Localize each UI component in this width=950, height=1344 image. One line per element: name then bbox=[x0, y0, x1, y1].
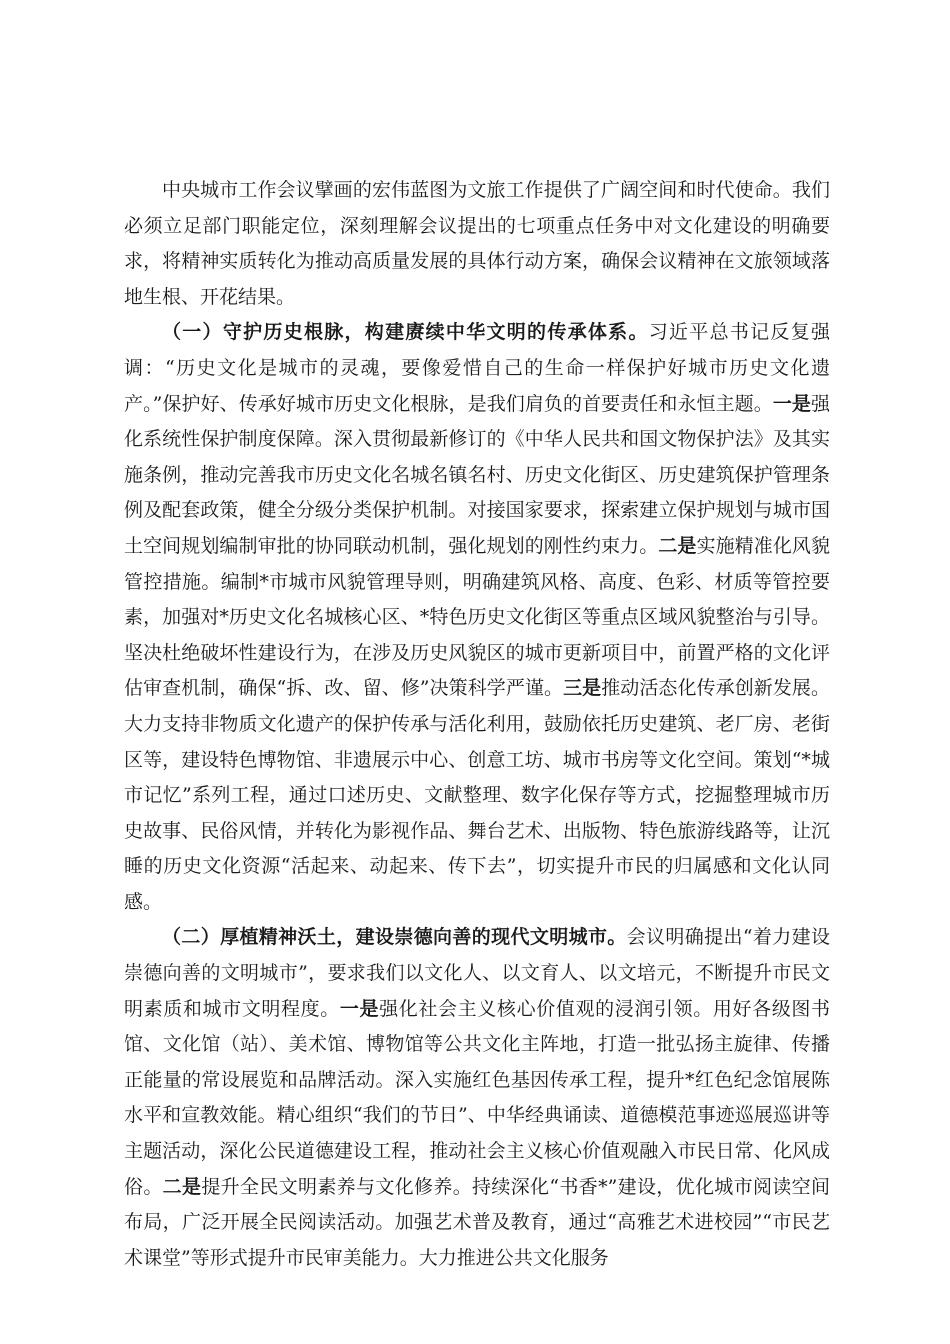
section-1-lead: 习近平总书记反复强调：“历史文化是城市的灵魂，要像爱惜自己的生命一样保护好城市历史文化遗产。”保护好、传承好城市历史文化根脉，是我们肩负的首要责任和永恒主题。 bbox=[124, 321, 830, 415]
paragraph-section-2 bbox=[124, 920, 830, 1276]
intro-text: 中央城市工作会议擘画的宏伟蓝图为文旅工作提供了广阔空间和时代使命。我们必须立足部门职能定位，深刻理解会议提出的七项重点任务中对文化建设的明确要求，将精神实质转化为推动高质量发展的具体行动方案，确保会议精神在文旅领域落地生根、开花结果。 bbox=[124, 179, 830, 308]
section-1-point-2-marker: 二是 bbox=[658, 534, 697, 557]
section-2-point-2-text: 提升全民文明素养与文化修养。持续深化“书香*”建设，优化城市阅读空间布局，广泛开展全民阅读活动。加强艺术普及教育，通过“高雅艺术进校园”“市民艺术课堂”等形式提升市民审美能力。大力推进公共文化服务 bbox=[124, 1175, 830, 1269]
section-1-point-1-marker: 一是 bbox=[772, 392, 811, 415]
section-1-point-3-text: 推动活态化传承创新发展。大力支持非物质文化遗产的保护传承与活化利用，鼓励依托历史建筑、老厂房、老街区等，建设特色博物馆、非遗展示中心、创意工坊、城市书房等文化空间。策划“*城市记忆”系列工程，通过口述历史、文献整理、数字化保存等方式，挖掘整理城市历史故事、民俗风情，并转化为影视作品、舞台艺术、出版物、特色旅游线路等，让沉睡的历史文化资源“活起来、动起来、传下去”，切实提升市民的归属感和文化认同感。 bbox=[124, 677, 830, 913]
paragraph-intro bbox=[124, 173, 830, 315]
paragraph-section-1 bbox=[124, 315, 830, 920]
document-body bbox=[124, 173, 830, 1276]
section-2-lead: 会议明确提出“着力建设崇德向善的文明城市”，要求我们以文化人、以文育人、以文培元，不断提升市民文明素质和城市文明程度。 bbox=[124, 926, 830, 1020]
section-1-point-1-text: 强化系统性保护制度保障。深入贯彻最新修订的《中华人民共和国文物保护法》及其实施条例，推动完善我市历史文化名城名镇名村、历史文化街区、历史建筑保护管理条例及配套政策，健全分级分类保护机制。对接国家要求，探索建立保护规划与城市国土空间规划编制审批的协同联动机制，强化规划的刚性约束力。 bbox=[124, 392, 830, 557]
section-2-heading: （二）厚植精神沃土，建设崇德向善的现代文明城市。 bbox=[162, 926, 627, 949]
section-2-point-2-marker: 二是 bbox=[162, 1175, 202, 1198]
section-1-point-2-text: 实施精准化风貌管控措施。编制*市城市风貌管理导则，明确建筑风格、高度、色彩、材质等管控要素，加强对*历史文化名城核心区、*特色历史文化街区等重点区域风貌整治与引导。坚决杜绝破坏性建设行为，在涉及历史风貌区的城市更新项目中，前置严格的文化评估审查机制，确保“拆、改、留、修”决策科学严谨。 bbox=[124, 534, 830, 700]
section-2-point-1-marker: 一是 bbox=[339, 997, 380, 1020]
section-2-point-1-text: 强化社会主义核心价值观的浸润引领。用好各级图书馆、文化馆（站）、美术馆、博物馆等公共文化主阵地，打造一批弘扬主旋律、传播正能量的常设展览和品牌活动。深入实施红色基因传承工程，提升*红色纪念馆展陈水平和宣教效能。精心组织“我们的节日”、中华经典诵读、道德模范事迹巡展巡讲等主题活动，深化公民道德建设工程，推动社会主义核心价值观融入市民日常、化风成俗。 bbox=[124, 997, 830, 1198]
section-1-heading: （一）守护历史根脉，构建赓续中华文明的传承体系。 bbox=[162, 321, 649, 344]
section-1-point-3-marker: 三是 bbox=[563, 677, 602, 700]
